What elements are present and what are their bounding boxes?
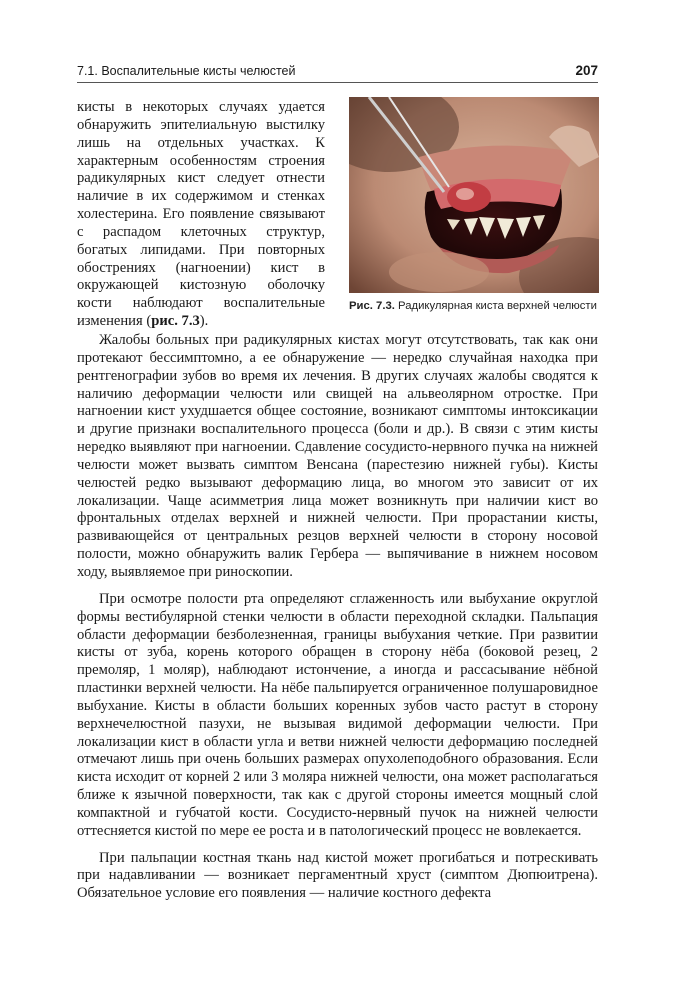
- paragraph: [77, 99, 325, 331]
- clinical-photo: [349, 97, 599, 293]
- main-text: [77, 332, 598, 903]
- text-column-beside-figure: [77, 99, 325, 331]
- figure-label: Рис. 7.3.: [349, 300, 395, 312]
- paragraph: При осмотре полости рта определяют сглаженность или выбухание округлой формы вестибулярной стенки челюсти в области переходной складки. Пальпация области деформации безболезненная, границы выбухания четкие. При развитии кисты от зуба, корень которого обращен в сторону нёба (боковой резец, 2 премоляр, 1 моляр), наблюдают истончение, а иногда и рассасывание нёбной пластинки верхней челюсти. На нёбе пальпируется ограниченное полушаровидное выбухание. Кисты в области больших коренных зубов часто растут в сторону верхнечелюстной пазухи, не вызывая видимой деформации челюсти. При локализации кист в области угла и ветви нижней челюсти деформацию последней отмечают лишь при очень больших размерах опухолеподобного образования. Если киста исходит от корней 2 или 3 моляра нижней челюсти, она может располагаться ближе к язычной поверхности, так как с другой стороны имеется мощный слой компактной и губчатой кости. Сосудисто-нервный пучок на нижней челюсти оттесняется кистой по мере ее роста и в патологический процесс не вовлекается.: [77, 590, 598, 839]
- running-header: [77, 64, 598, 83]
- section-title: 7.1. Воспалительные кисты челюстей: [77, 64, 296, 78]
- page-number: 207: [575, 63, 598, 78]
- mouth-photo-illustration: [349, 97, 599, 293]
- paragraph: При пальпации костная ткань над кистой может прогибаться и потрескивать при надавливании — возникает пергаментный хруст (симптом Дюпюитрена). Обязательное условие его появления — наличие костного дефекта: [77, 849, 598, 902]
- paragraph: Жалобы больных при радикулярных кистах могут отсутствовать, так как они протекают бессимптомно, а ее обнаружение — нередко случайная находка при рентгенографии зубов во время их лечения. В других случаях жалобы сводятся к наличию деформации челюсти или свищей на альвеолярном отростке. При нагноении кист ухудшается общее состояние, возникают симптомы интоксикации и другие признаки воспалительного процесса (боли и др.). В связи с этим кисты нередко выявляют при нагноении. Сдавление сосудисто-нервного пучка на нижней челюсти может вызвать симптом Венсана (парестезию нижней губы). Кисты челюстей редко вызывают деформацию лица, во многом это зависит от их локализации. Чаще асимметрия лица может возникнуть при наличии кист во фронтальных отделах верхней и нижней челюсти. При прорастании кисты, развивающейся от центральных резцов верхней челюсти в сторону носовой полости, можно обнаружить валик Гербера — выпячивание в нижнем носовом ходу, выявляемое при риноскопии.: [77, 332, 598, 580]
- figure-caption-text: Радикулярная киста верхней челюсти: [394, 300, 597, 312]
- paragraph-text: кисты в некоторых случаях удается обнаружить эпителиальную выстилку лишь на отдельных участках. К характерным особенностям строения радикулярных кист следует отнести наличие в их содержимом и стенках холестерина. Его появление связывают с распадом клеточных структур, богатых липидами. При повторных обострениях (нагноении) кист в окружающей кистозную оболочку кости наблюдают воспалительные изменения (: [77, 99, 325, 330]
- figure-caption: [349, 300, 599, 312]
- figure-reference: рис. 7.3: [151, 313, 200, 330]
- paragraph-end: ).: [199, 313, 209, 330]
- figure-7-3: [349, 97, 599, 312]
